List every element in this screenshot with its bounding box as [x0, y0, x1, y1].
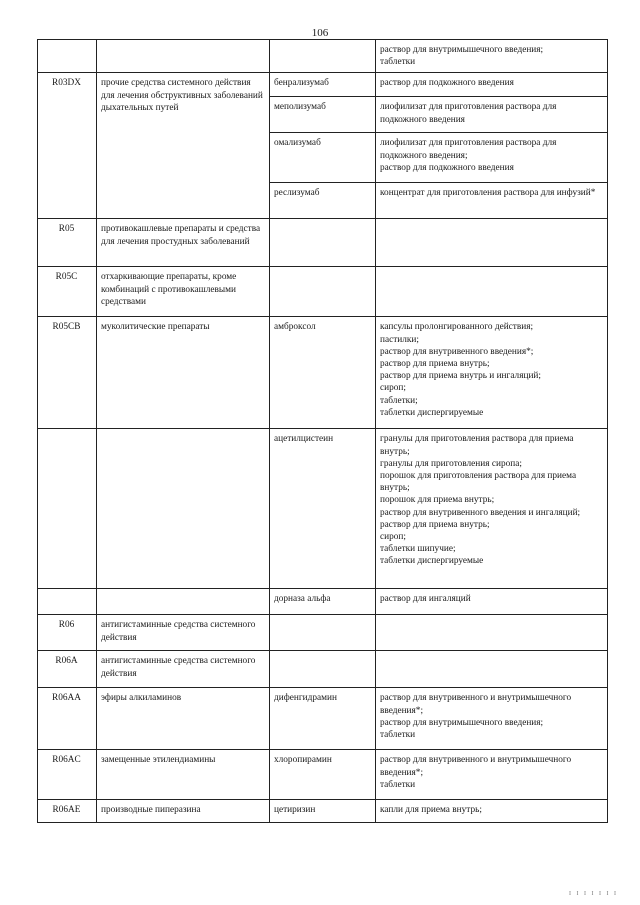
table-row	[38, 750, 608, 800]
atc-code-cell: R06AC	[38, 750, 97, 800]
dosage-form-cell: гранулы для приготовления раствора для приема внутрь; гранулы для приготовления сиропа; порошок для приготовления раствора для приема внутрь; порошок для приема внутрь; раствор для внутривенного введения и ингаляций; раствор для приема внутрь; сироп; таблетки шипучие; таблетки диспергируемые	[376, 429, 608, 589]
atc-code-cell: R05C	[38, 267, 97, 317]
atc-code-cell	[38, 589, 97, 615]
dosage-form-cell: лиофилизат для приготовления раствора для подкожного введения	[376, 97, 608, 133]
table-row	[38, 800, 608, 823]
dosage-form-cell	[376, 651, 608, 688]
dosage-form-cell: раствор для ингаляций	[376, 589, 608, 615]
drug-name-cell: дифенгидрамин	[270, 688, 376, 750]
drug-name-cell	[270, 267, 376, 317]
dosage-form-cell: раствор для внутривенного и внутримышечного введения*; таблетки	[376, 750, 608, 800]
table-row	[38, 219, 608, 267]
group-name-cell: производные пиперазина	[97, 800, 270, 823]
atc-code-cell: R03DX	[38, 73, 97, 219]
atc-code-cell: R06	[38, 615, 97, 651]
atc-code-cell	[38, 40, 97, 73]
dosage-form-cell: капсулы пролонгированного действия; пастилки; раствор для внутривенного введения*; раствор для приема внутрь; раствор для приема внутрь и ингаляций; сироп; таблетки; таблетки диспергируемые	[376, 317, 608, 429]
atc-code-cell	[38, 429, 97, 589]
dosage-form-cell: лиофилизат для приготовления раствора для подкожного введения; раствор для подкожного введения	[376, 133, 608, 183]
table-row	[38, 688, 608, 750]
dosage-form-cell: раствор для внутримышечного введения; таблетки	[376, 40, 608, 73]
drug-name-cell: меполизумаб	[270, 97, 376, 133]
table-row	[38, 615, 608, 651]
drug-name-cell: омализумаб	[270, 133, 376, 183]
dosage-form-cell: раствор для внутривенного и внутримышечного введения*; раствор для внутримышечного введения; таблетки	[376, 688, 608, 750]
group-name-cell: отхаркивающие препараты, кроме комбинаций с противокашлевыми средствами	[97, 267, 270, 317]
drug-name-cell	[270, 651, 376, 688]
group-name-cell	[97, 40, 270, 73]
atc-code-cell: R06AE	[38, 800, 97, 823]
dosage-form-cell: капли для приема внутрь;	[376, 800, 608, 823]
table-row	[38, 73, 608, 97]
group-name-cell	[97, 589, 270, 615]
group-name-cell: эфиры алкиламинов	[97, 688, 270, 750]
drug-name-cell: цетиризин	[270, 800, 376, 823]
atc-code-cell: R06AA	[38, 688, 97, 750]
page-number: 106	[311, 27, 329, 39]
drug-name-cell: хлоропирамин	[270, 750, 376, 800]
table-row	[38, 429, 608, 589]
table-row	[38, 267, 608, 317]
drug-classification-table-wrapper	[37, 39, 607, 823]
group-name-cell: прочие средства системного действия для лечения обструктивных заболеваний дыхательных путей	[97, 73, 270, 219]
table-row	[38, 589, 608, 615]
group-name-cell	[97, 429, 270, 589]
drug-name-cell	[270, 219, 376, 267]
atc-code-cell: R06A	[38, 651, 97, 688]
drug-name-cell: ацетилцистеин	[270, 429, 376, 589]
drug-name-cell: реслизумаб	[270, 183, 376, 219]
group-name-cell: антигистаминные средства системного действия	[97, 651, 270, 688]
drug-name-cell: бенрализумаб	[270, 73, 376, 97]
drug-classification-table	[37, 39, 608, 823]
table-body	[38, 40, 608, 823]
dosage-form-cell	[376, 615, 608, 651]
drug-name-cell: амброксол	[270, 317, 376, 429]
drug-name-cell	[270, 40, 376, 73]
group-name-cell: антигистаминные средства системного действия	[97, 615, 270, 651]
table-row	[38, 317, 608, 429]
group-name-cell: муколитические препараты	[97, 317, 270, 429]
footer-marks: I I I I I I I	[569, 891, 618, 897]
atc-code-cell: R05	[38, 219, 97, 267]
table-row	[38, 40, 608, 73]
table-row	[38, 651, 608, 688]
dosage-form-cell	[376, 267, 608, 317]
group-name-cell: противокашлевые препараты и средства для лечения простудных заболеваний	[97, 219, 270, 267]
dosage-form-cell	[376, 219, 608, 267]
group-name-cell: замещенные этилендиамины	[97, 750, 270, 800]
drug-name-cell	[270, 615, 376, 651]
dosage-form-cell: концентрат для приготовления раствора для инфузий*	[376, 183, 608, 219]
atc-code-cell: R05CB	[38, 317, 97, 429]
dosage-form-cell: раствор для подкожного введения	[376, 73, 608, 97]
drug-name-cell: дорназа альфа	[270, 589, 376, 615]
